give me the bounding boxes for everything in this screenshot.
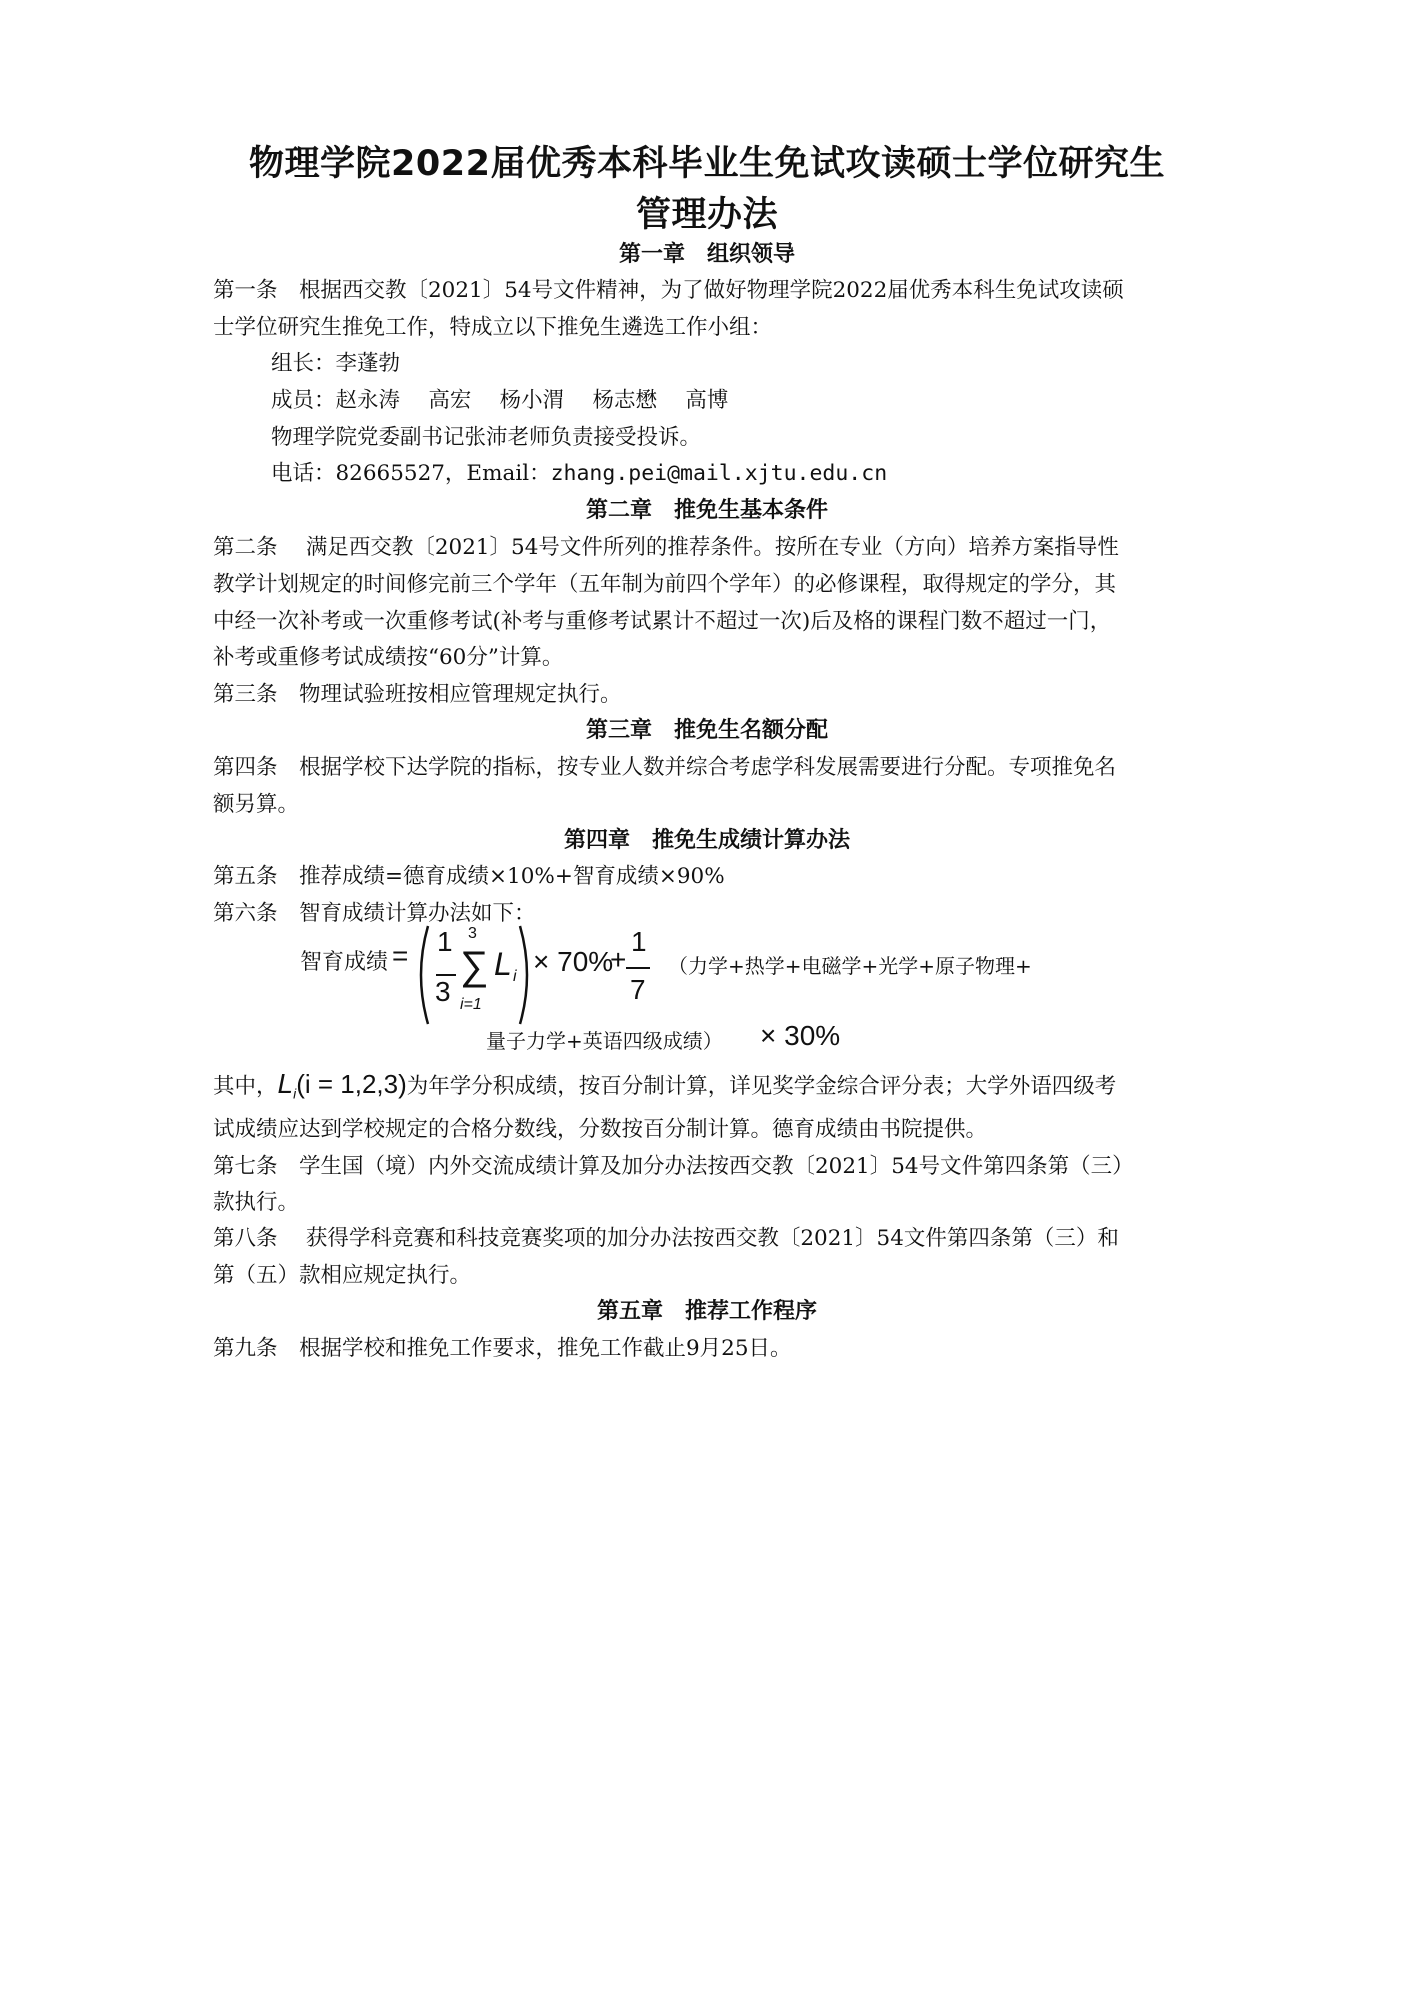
sum-lower-limit: i=1 <box>460 996 482 1013</box>
article-4-text-cont: 额另算。 <box>213 792 300 817</box>
article-8-text-cont: 第（五）款相应规定执行。 <box>213 1263 472 1288</box>
article-8-text: 第八条 获得学科竞赛和科技竞赛奖项的加分办法按西交教〔2021〕54文件第四条第（三）和 <box>213 1226 1119 1251</box>
article-7-text-cont: 款执行。 <box>213 1190 300 1215</box>
formula-lhs: 智育成绩 <box>300 950 389 975</box>
formula-subjects: （力学+热学+电磁学+光学+原子物理+ <box>668 954 1032 978</box>
fraction2-numerator: 1 <box>631 926 647 957</box>
article-1-text-cont: 士学位研究生推免工作，特成立以下推免生遴选工作小组： <box>213 315 773 340</box>
chapter-3-heading: 第三章 推免生名额分配 <box>585 718 828 743</box>
document-title-line2: 管理办法 <box>635 195 778 235</box>
contact-info <box>271 456 887 487</box>
group-leader: 组长：李蓬勃 <box>271 351 401 376</box>
times-30-percent: × 30% <box>760 1020 841 1051</box>
sum-symbol: ∑ <box>460 944 489 988</box>
article-5-text: 第五条 推荐成绩=德育成绩×10%+智育成绩×90% <box>213 864 725 889</box>
article-6-text: 第六条 智育成绩计算办法如下： <box>213 901 536 926</box>
formula-equals: = <box>392 940 409 971</box>
chapter-2-heading: 第二章 推免生基本条件 <box>585 498 828 523</box>
inline-index-range: (i = 1,2,3) <box>296 1069 407 1099</box>
chapter-4-heading: 第四章 推免生成绩计算办法 <box>563 828 850 853</box>
article-9-text: 第九条 根据学校和推免工作要求，推免工作截止9月25日。 <box>213 1336 792 1361</box>
phone-text: 电话：82665527，Email： <box>271 461 551 486</box>
chapter-5-heading: 第五章 推荐工作程序 <box>596 1299 817 1324</box>
fraction-denominator: 3 <box>435 976 451 1007</box>
article-2-text-cont: 中经一次补考或一次重修考试(补考与重修考试累计不超过一次)后及格的课程门数不超过一门， <box>213 609 1112 634</box>
formula-plus: + <box>610 944 627 975</box>
article-7-text: 第七条 学生国（境）内外交流成绩计算及加分办法按西交教〔2021〕54号文件第四条第（三） <box>213 1154 1134 1179</box>
group-members: 成员：赵永涛 高宏 杨小渭 杨志懋 高博 <box>271 388 729 413</box>
inline-L-subscript: i <box>293 1085 297 1102</box>
article-4-text: 第四条 根据学校下达学院的指标，按专业人数并综合考虑学科发展需要进行分配。专项推免名 <box>213 755 1117 780</box>
article-6-note-cont: 试成绩应达到学校规定的合格分数线，分数按百分制计算。德育成绩由书院提供。 <box>213 1117 988 1142</box>
email-link[interactable]: zhang.pei@mail.xjtu.edu.cn <box>550 461 888 486</box>
fraction2-denominator: 7 <box>630 974 646 1005</box>
fraction-numerator: 1 <box>437 926 453 957</box>
note-lead: 其中， <box>213 1074 278 1099</box>
note-text: 为年学分积成绩，按百分制计算，详见奖学金综合评分表；大学外语四级考 <box>406 1074 1117 1099</box>
times-70-percent: × 70% <box>533 946 614 977</box>
article-1-text: 第一条 根据西交教〔2021〕54号文件精神，为了做好物理学院2022届优秀本科生免试攻读硕 <box>213 278 1124 303</box>
article-3-text: 第三条 物理试验班按相应管理规定执行。 <box>213 682 622 707</box>
article-2-text-cont: 教学计划规定的时间修完前三个学年（五年制为前四个学年）的必修课程，取得规定的学分，其 <box>213 572 1117 597</box>
formula-L-subscript: i <box>513 968 517 985</box>
article-2-text-cont: 补考或重修考试成绩按“60分”计算。 <box>213 645 564 670</box>
formula-paren-group <box>414 920 534 1030</box>
formula-subjects-cont: 量子力学+英语四级成绩） <box>486 1029 723 1053</box>
document-title: 物理学院2022届优秀本科毕业生免试攻读硕士学位研究生 <box>249 144 1165 184</box>
inline-L: L <box>277 1068 294 1099</box>
formula-L: L <box>494 946 512 982</box>
chapter-1-heading: 第一章 组织领导 <box>618 242 795 267</box>
sum-upper-limit: 3 <box>468 925 477 942</box>
article-6-note <box>213 1068 1116 1101</box>
fraction2-bar <box>624 966 652 970</box>
complaint-contact: 物理学院党委副书记张沛老师负责接受投诉。 <box>271 425 702 450</box>
article-2-text: 第二条 满足西交教〔2021〕54号文件所列的推荐条件。按所在专业（方向）培养方案指导性 <box>213 535 1119 560</box>
